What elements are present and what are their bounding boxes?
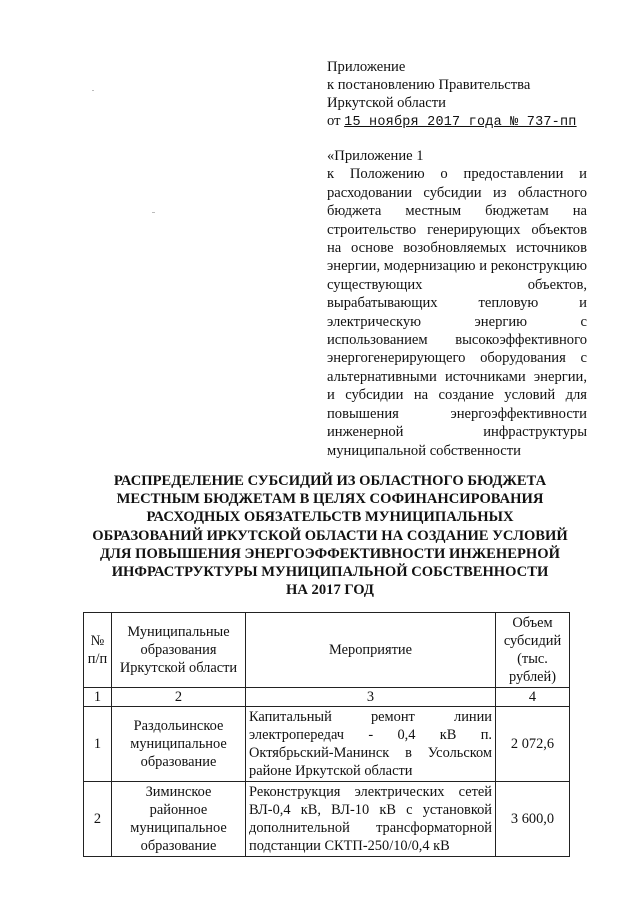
title-line: ДЛЯ ПОВЫШЕНИЯ ЭНЕРГОЭФФЕКТИВНОСТИ ИНЖЕНЕРНОЙ (100, 545, 560, 562)
row-activity: Реконструкция электрических сетей ВЛ-0,4 кВ, ВЛ-10 кВ с установкой дополнительной трансформаторной подстанции СКТП-250/10/0,4 кВ (246, 782, 496, 857)
region-line: Иркутской области (327, 95, 446, 111)
title-line: ИНФРАСТРУКТУРЫ МУНИЦИПАЛЬНОЙ СОБСТВЕННОСТИ (111, 564, 549, 581)
column-number: 1 (84, 688, 112, 707)
title-line: НА 2017 ГОД (286, 582, 374, 599)
title-line: ОБРАЗОВАНИЙ ИРКУТСКОЙ ОБЛАСТИ НА СОЗДАНИЕ УСЛОВИЙ (92, 527, 568, 544)
row-municipality: Раздольинское муниципальное образование (112, 707, 246, 782)
table-row (84, 782, 570, 857)
column-number: 4 (496, 688, 570, 707)
appendix-label: Приложение (327, 59, 406, 75)
position-note-title: «Приложение 1 (327, 148, 424, 164)
date-line (327, 112, 597, 132)
column-number-row (84, 688, 570, 707)
scan-speck (152, 212, 155, 213)
title-line: МЕСТНЫМ БЮДЖЕТАМ В ЦЕЛЯХ СОФИНАНСИРОВАНИЯ (116, 491, 544, 508)
subsidy-table (83, 612, 570, 857)
header-activity: Мероприятие (246, 613, 496, 688)
resolution-line: к постановлению Правительства (327, 77, 531, 93)
document-title (80, 472, 580, 599)
appendix-header (327, 58, 597, 132)
header-municipality: Муниципальные образования Иркутской области (112, 613, 246, 688)
row-municipality: Зиминское районное муниципальное образование (112, 782, 246, 857)
scan-speck (92, 90, 94, 91)
row-activity: Капитальный ремонт линии электропередач - 0,4 кВ п. Октябрьский-Манинск в Усольском районе Иркутской области (246, 707, 496, 782)
position-note (327, 147, 587, 460)
date-prefix: от (327, 113, 341, 129)
row-amount: 2 072,6 (496, 707, 570, 782)
date-value: 15 ноября 2017 года № 737-пп (344, 115, 577, 130)
title-line: РАСХОДНЫХ ОБЯЗАТЕЛЬСТВ МУНИЦИПАЛЬНЫХ (146, 509, 514, 526)
title-line: РАСПРЕДЕЛЕНИЕ СУБСИДИЙ ИЗ ОБЛАСТНОГО БЮДЖЕТА (113, 473, 547, 489)
row-num: 1 (84, 707, 112, 782)
table-row (84, 707, 570, 782)
row-amount: 3 600,0 (496, 782, 570, 857)
header-num: № п/п (84, 613, 112, 688)
column-number: 3 (246, 688, 496, 707)
table-header-row (84, 613, 570, 688)
column-number: 2 (112, 688, 246, 707)
position-note-body: к Положению о предоставлении и расходовании субсидии из областного бюджета местным бюджетам на строительство генерирующих объектов на основе возобновляемых источников энергии, модернизацию и реконструкцию существующих объектов, вырабатывающих тепловую и электрическую энергию с использованием высокоэффективного энергогенерирующего оборудования с альтернативными источниками энергии, и субсидии на создание условий для повышения энергоэффективности инженерной инфраструктуры муниципальной собственности (327, 166, 587, 459)
header-amount: Объем субсидий (тыс. рублей) (496, 613, 570, 688)
row-num: 2 (84, 782, 112, 857)
